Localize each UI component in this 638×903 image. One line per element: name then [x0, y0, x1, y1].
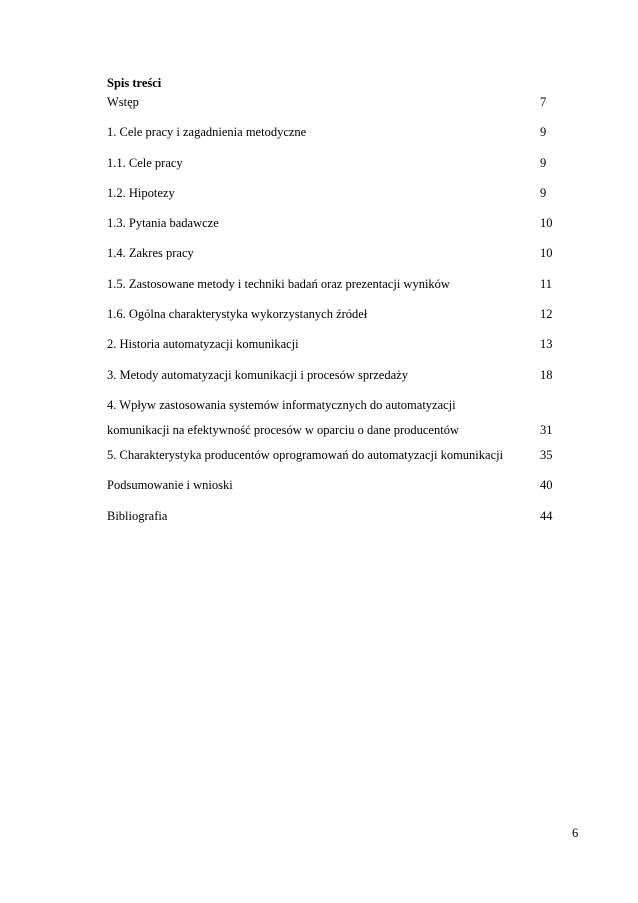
toc-entry-page: 13 [540, 337, 553, 352]
toc-entry [107, 398, 553, 448]
toc-entry-label: 1.1. Cele pracy [107, 155, 183, 170]
toc-entry [107, 186, 553, 216]
toc-entry [107, 307, 553, 337]
toc-entry [107, 509, 553, 539]
toc-entry-page: 11 [540, 276, 553, 291]
toc-entry-label: Podsumowanie i wnioski [107, 478, 233, 493]
toc-entry [107, 448, 553, 478]
toc-entry-page: 31 [540, 422, 553, 437]
toc-entry-label: Bibliografia [107, 508, 168, 523]
page-number: 6 [572, 826, 579, 840]
toc-entry [107, 368, 553, 398]
toc-entry-label: 1.6. Ogólna charakterystyka wykorzystanych źródeł [107, 307, 368, 322]
toc-title: Spis treści [107, 76, 162, 90]
toc-entry-page: 10 [540, 246, 553, 261]
toc-entry [107, 156, 553, 186]
toc-entry-page: 18 [540, 367, 553, 382]
toc-entry-label: 1.3. Pytania badawcze [107, 216, 219, 231]
toc-entry-page: 7 [540, 95, 547, 109]
toc-entry-page: 9 [540, 185, 547, 200]
toc-entry [107, 478, 553, 508]
toc-entry-page: 9 [540, 125, 547, 140]
toc-entry-label: 4. Wpływ zastosowania systemów informatycznych do automatyzacji komunikacji na efektywność procesów w oparciu o dane producentów [107, 397, 459, 437]
toc-entry-page: 10 [540, 216, 553, 231]
toc-entry [107, 337, 553, 367]
toc-entry [107, 246, 553, 276]
toc-entry-label: 2. Historia automatyzacji komunikacji [107, 337, 299, 352]
toc-entry-label: 5. Charakterystyka producentów oprogramowań do automatyzacji komunikacji [107, 447, 504, 462]
toc-entry [107, 216, 553, 246]
toc-entry-page: 44 [540, 508, 553, 523]
toc-entry-label: 1. Cele pracy i zagadnienia metodyczne [107, 125, 307, 140]
toc-entry-page: 9 [540, 155, 547, 170]
toc-entry-page: 40 [540, 478, 553, 493]
toc-entry [107, 95, 553, 125]
toc-entry-label: 1.4. Zakres pracy [107, 246, 194, 261]
toc-entry-page: 35 [540, 447, 553, 462]
toc-entry-page: 12 [540, 307, 553, 322]
toc-entry-label: Wstęp [107, 95, 139, 109]
toc-entry [107, 125, 553, 155]
toc-entry-label: 1.5. Zastosowane metody i techniki badań oraz prezentacji wyników [107, 276, 450, 291]
toc-entry-label: 3. Metody automatyzacji komunikacji i procesów sprzedaży [107, 367, 408, 382]
toc-entry-label: 1.2. Hipotezy [107, 185, 175, 200]
toc-list [107, 95, 553, 539]
toc-entry [107, 277, 553, 307]
